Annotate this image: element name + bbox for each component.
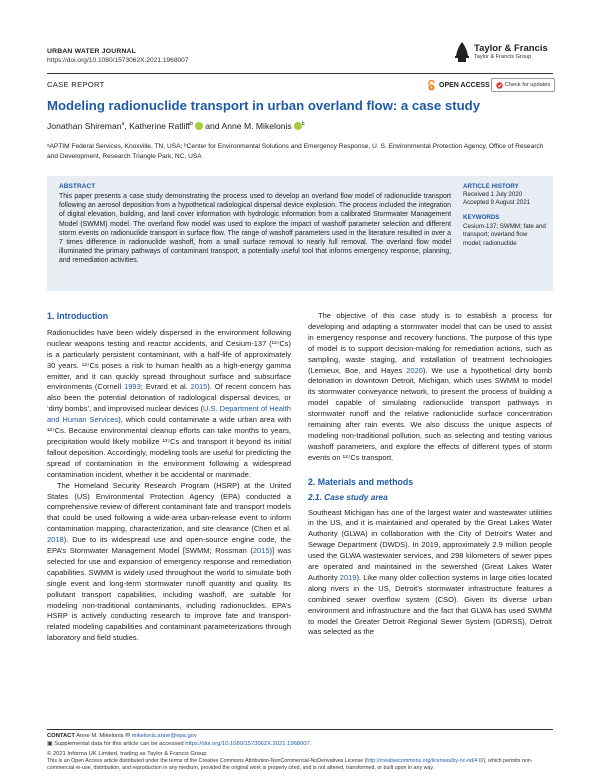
- article-title: Modeling radionuclide transport in urban overland flow: a case study: [47, 98, 481, 113]
- license-link[interactable]: http://creativecommons.org/licenses/by-nc-nd/4.0/: [366, 758, 484, 764]
- citation-link[interactable]: 2015: [190, 382, 208, 392]
- article-type: CASE REPORT: [47, 80, 105, 89]
- orcid-icon[interactable]: [195, 122, 203, 130]
- taylor-francis-logo-icon: [452, 41, 472, 63]
- copyright-line: © 2021 Informa UK Limited, trading as Taylor & Francis Group: [47, 751, 207, 757]
- author-list: [47, 121, 305, 131]
- journal-name: URBAN WATER JOURNAL: [47, 48, 137, 55]
- paragraph: Southeast Michigan has one of the largest water and wastewater utilities in the US, and it is maintained and operated by the Great Lakes Water Authority (GLWA) in collaboration with the City of Detroit’s Water and Sewage Department (DWDS). In 2019, approximately 2.9 million people used the GLWA wastewater services, and 298 kilometers of sewer pipes are operated and maintained in the sewershed (Great Lakes Water Authority 2019). Like many older collection systems in large cities located along rivers in the US, Detroit’s stormwater infrastructure features a combined sewer overflow system (CSO). Given its diverse urban environment and infrastructure and the fact that GLWA has used SWMM to model the Greater Detroit Regional Sewer System (GDRSS), Detroit was selected as the: [308, 507, 552, 637]
- author-name[interactable]: and Anne M. Mikelonis: [202, 121, 292, 131]
- keywords-list: Cesium-137; SWMM; fate and transport; overland flow model; radionuclide: [463, 223, 546, 247]
- publisher-name: Taylor & Francis: [474, 43, 548, 54]
- check-for-updates-label: Check for updates: [504, 82, 551, 88]
- left-column: [47, 311, 291, 644]
- footer-rule: [47, 729, 553, 730]
- orcid-icon[interactable]: [294, 122, 302, 130]
- contact-email-link[interactable]: mikelonis.anne@epa.gov: [131, 733, 197, 739]
- publisher-group: Taylor & Francis Group: [474, 54, 532, 60]
- abstract-text: This paper presents a case study demonstrating the process used to develop an overland flow model of radionuclide transport following an aerosol deposition from a hypothetical radiological dispersal device explosion. The process included the integration of digital elevation, building, and land cover information with hydrologic information from a calibrated Stormwater Management Model (SWMM) model. The overland flow model was used to explore the impact of washoff parameter selection and different storm events on radionuclide transport in surface flow. The range of washoff parameters used in the literature resulted in over a 7 times difference in radionuclide washoff, from a small surface removal to nearly full removal. The overland flow model illuminated the primary pathways of contaminant transport, a potentially useful tool that informs emergency response, planning, and remediation activities.: [59, 193, 451, 265]
- license-text: This is an Open Access article distributed under the terms of the Creative Commons Attribution-NonCommercial-NoDerivatives License (http://creativecommons.org/licenses/by-nc-nd/4.0/), which permits non-commercial re-use, distribution, and reproduction in any medium, provided the original work is properly cited, and is not altered, transformed, or built upon in any way.: [47, 758, 533, 772]
- abstract-heading: ABSTRACT: [59, 183, 96, 190]
- citation-link[interactable]: 2020: [406, 365, 423, 375]
- right-column: [308, 311, 552, 638]
- article-doi[interactable]: https://doi.org/10.1080/1573062X.2021.1968007: [47, 57, 189, 64]
- affiliation-marker: b: [190, 121, 193, 128]
- article-history: [463, 191, 530, 208]
- keywords-heading: KEYWORDS: [463, 214, 500, 221]
- paragraph: The Homeland Security Research Program (HSRP) at the United States (US) Environmental Protection Agency (EPA) conducted a comprehensive review of different contaminant fate and transport models that could be used following a wide-area urban-release event to inform contamination mapping, characterization, and site clearance (Chen et al. 2018). Due to its widespread use and open-source engine code, the EPA’s Stormwater Management Model [SWMM; Rossman (2015)] was selected for use and expansion of emergency response and remediation capabilities. SWMM is widely used throughout the world to simulate both single event and long-term stormwater runoff quantity and quality. Its pollutant transport capabilities, including washoff, are suitable for modeling non-traditional contaminants, including radionuclides. EPA’s HSRP is actively conducting research to improve fate and transport-related modeling capabilities and contaminant parameterizations through laboratory and field studies.: [47, 480, 291, 643]
- accepted-date: Accepted 9 August 2021: [463, 199, 531, 207]
- citation-link[interactable]: 2015: [252, 546, 270, 556]
- supplemental-link[interactable]: https://doi.org/10.1080/1573062X.2021.1968007: [185, 741, 310, 747]
- article-history-heading: ARTICLE HISTORY: [463, 183, 519, 190]
- section-heading-methods: 2. Materials and methods: [308, 476, 414, 487]
- contact-line: CONTACT Anne M. Mikelonis ✉ mikelonis.anne@epa.gov: [47, 733, 197, 739]
- author-name[interactable]: Jonathan Shireman: [47, 121, 122, 131]
- supplemental-icon: ▣: [47, 741, 53, 747]
- author-name[interactable]: , Katherine Ratliff: [124, 121, 191, 131]
- affiliations: ᵃAPTIM Federal Services, Knoxville, TN, USA; ᵇCenter for Environmental Solutions and Emergency Response, U. S. Environmental Protection Agency, Office of Research and Development, Research Triangle Park, NC, USA: [47, 143, 544, 160]
- supplemental-line: ▣ Supplemental data for this article can be accessed https://doi.org/10.1080/1573062X.2021.1968007.: [47, 741, 312, 747]
- received-date: Received 1 July 2020: [463, 191, 523, 198]
- email-icon: ✉: [125, 733, 131, 739]
- section-heading-introduction: 1. Introduction: [47, 311, 109, 321]
- header-rule: [47, 73, 553, 74]
- open-access-icon: [427, 80, 436, 91]
- citation-link[interactable]: 2018: [47, 535, 64, 545]
- check-for-updates-button[interactable]: [491, 78, 555, 92]
- affiliation-marker: b: [301, 121, 305, 128]
- update-check-icon: [496, 82, 503, 89]
- affiliation-marker: a: [121, 121, 125, 128]
- citation-link[interactable]: 2019: [339, 572, 357, 582]
- open-access-badge: [427, 80, 490, 91]
- paragraph: The objective of this case study is to establish a process for developing and adapting a stormwater model that can be used to assist in emergency response and recovery functions. The purpose of this type of model is to support decision-making for remediation actions, such as sampling, waste staging, and installation of treatment technologies (Lemieux, Boe, and Hayes 2020). We use a hypothetical dirty bomb detonation in downtown Detroit, Michigan, which uses SWMM to model its stormwater conveyance network, to present the process of building a model capable of simulating radionuclide transport pathways in stormwater runoff and the relative radionuclide surface concentration remaining after rain events. We also discuss the unique aspects of modeling non-traditional pollution, such as selecting and testing various washoff parameters, and explore the effects of different types of storm events on ¹³⁷Cs transport.: [308, 311, 552, 462]
- open-access-label: OPEN ACCESS: [439, 82, 490, 89]
- subsection-heading-case-study: 2.1. Case study area: [308, 491, 388, 502]
- paragraph: Radionuclides have been widely dispersed in the environment following nuclear weapons testing and reactor accidents, and Cesium-137 (¹³⁷Cs) is a particularly persistent contaminant, with a half-life of approximately 30 years. ¹³⁷Cs poses a risk to human health as a high-energy gamma emitter, and it can quickly spread throughout surface and subsurface environments (Cornell 1993; Evrard et al. 2015). Of recent concern has also been the potential detonation of radiological dispersal devices, or ‘dirty bombs’, and improvised nuclear devices (U.S. Department of Health and Human Services), which could contaminate a wide urban area with ¹³⁷Cs. Because environmental cleanup efforts can take months to years, precipitation would likely mobilize ¹³⁷Cs and transport it beyond its initial fallout deposition. Accordingly, modeling tools are useful for predicting the spread of contamination in the environment following a widespread contamination incident, whether it be accidental or manmade.: [47, 327, 292, 479]
- citation-link[interactable]: 1993: [124, 382, 141, 392]
- citation-link[interactable]: U.S. Department of Health and Human Services: [47, 404, 291, 425]
